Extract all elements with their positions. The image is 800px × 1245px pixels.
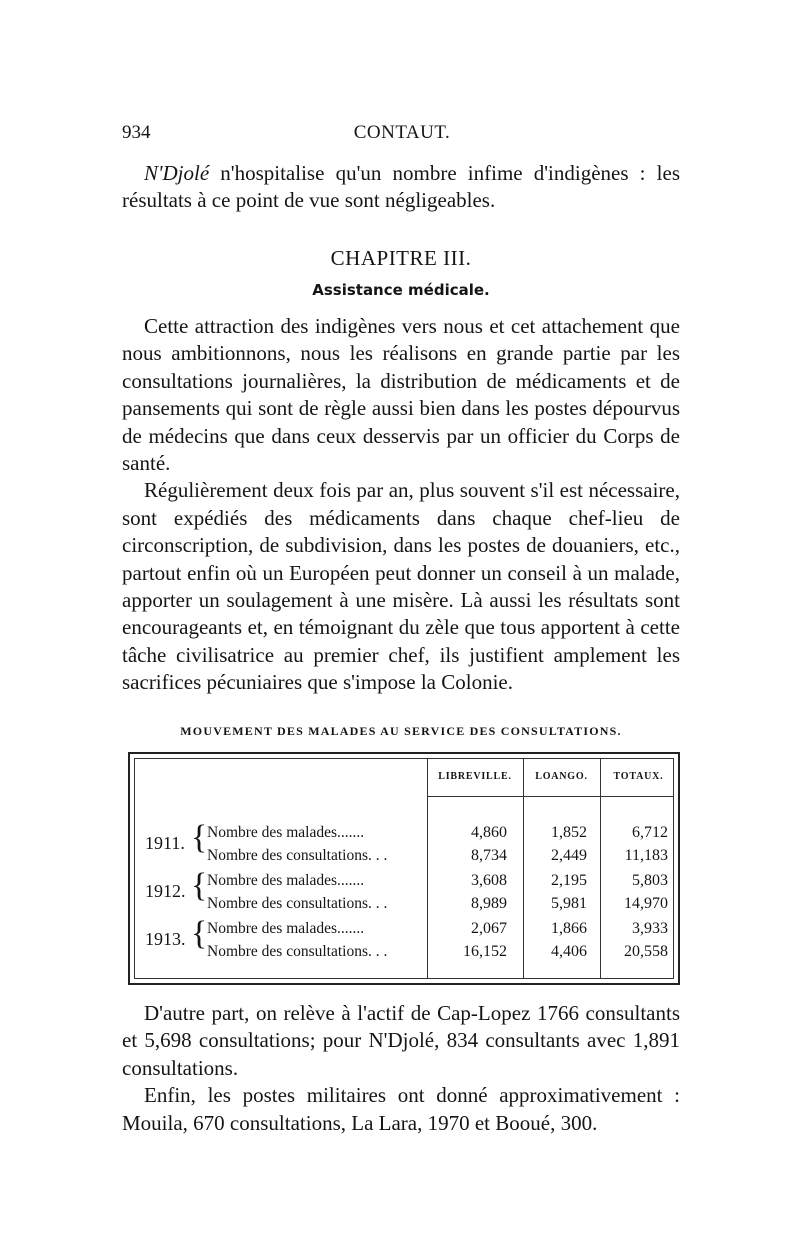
value-libreville: 2,067 [471,920,507,937]
year-label: 1913. [145,929,186,949]
row-label: Nombre des consultations. . . [207,943,388,960]
value-loango: 2,449 [551,847,587,864]
row-label: Nombre des malades....... [207,824,365,841]
year-label: 1911. [145,833,185,853]
section-title: Assistance médicale. [312,281,490,299]
page-header [122,122,682,152]
value-libreville: 3,608 [471,872,507,889]
value-total: 5,803 [632,872,668,889]
year-label: 1912. [145,881,186,901]
body-paragraphs [122,313,680,697]
value-total: 3,933 [632,920,668,937]
value-loango: 5,981 [551,895,587,912]
running-title: CONTAUT. [353,122,451,143]
row-label: Nombre des malades....... [207,872,365,889]
value-total: 11,183 [624,847,668,864]
value-loango: 1,852 [551,824,587,841]
value-libreville: 8,734 [471,847,507,864]
row-label: Nombre des consultations. . . [207,895,388,912]
column-header-totaux: TOTAUX. [613,771,664,782]
intro-italic-name: N'Djolé [144,161,210,185]
paragraph-enfin: Enfin, les postes militaires ont donné approximativement : Mouila, 670 consultations, La Lara, 1970 et Booué, 300. [122,1083,680,1135]
paragraph-cette: Cette attraction des indigènes vers nous et cet attachement que nous ambitionnons, nous les réalisons en grande partie par les consultations journalières, la distribution de médicaments et de pansements qui sont de règle aussi bien dans les postes dépourvus de médecins que dans ceux desservis par un officier du Corps de santé. [122,314,680,476]
value-libreville: 8,989 [471,895,507,912]
header-rule [427,796,673,797]
closing-paragraphs [122,1000,680,1137]
brace-glyph: { [191,819,208,856]
value-total: 6,712 [632,824,668,841]
brace-glyph: { [191,915,208,952]
chapter-title: CHAPITRE III. [330,246,472,270]
table-inner-frame [134,758,674,979]
intro-text: n'hospitalise qu'un nombre infime d'indigènes : les résultats à ce point de vue sont négligeables. [122,161,680,213]
brace-glyph: { [191,867,208,904]
column-header-loango: LOANGO. [535,771,588,782]
row-label: Nombre des consultations. . . [207,847,388,864]
value-libreville: 4,860 [471,824,507,841]
consultations-table [128,752,680,985]
page-number: 934 [122,122,151,143]
intro-paragraph [122,160,680,215]
value-total: 14,970 [624,895,668,912]
paragraph-regulierement: Régulièrement deux fois par an, plus souvent s'il est nécessaire, sont expédiés des médicaments dans chaque chef-lieu de circonscription, de subdivision, dans les postes de douaniers, etc., partout enfin où un Européen peut donner un conseil à un malade, apporter un soulagement à une misère. Là aussi les résultats sont encourageants et, en témoignant du zèle que tous apportent à cette tâche civilisatrice au premier chef, ils justifient amplement les sacrifices pécuniaires que s'impose la Colonie. [122,478,680,695]
paragraph-autre: D'autre part, on relève à l'actif de Cap-Lopez 1766 consultants et 5,698 consultations; pour N'Djolé, 834 consultants avec 1,891 consultations. [122,1001,680,1080]
value-loango: 1,866 [551,920,587,937]
value-loango: 4,406 [551,943,587,960]
table-title: MOUVEMENT DES MALADES AU SERVICE DES CONSULTATIONS. [180,724,622,738]
column-header-libreville: LIBREVILLE. [438,771,512,782]
row-label: Nombre des malades....... [207,920,365,937]
value-loango: 2,195 [551,872,587,889]
value-total: 20,558 [624,943,668,960]
value-libreville: 16,152 [463,943,507,960]
